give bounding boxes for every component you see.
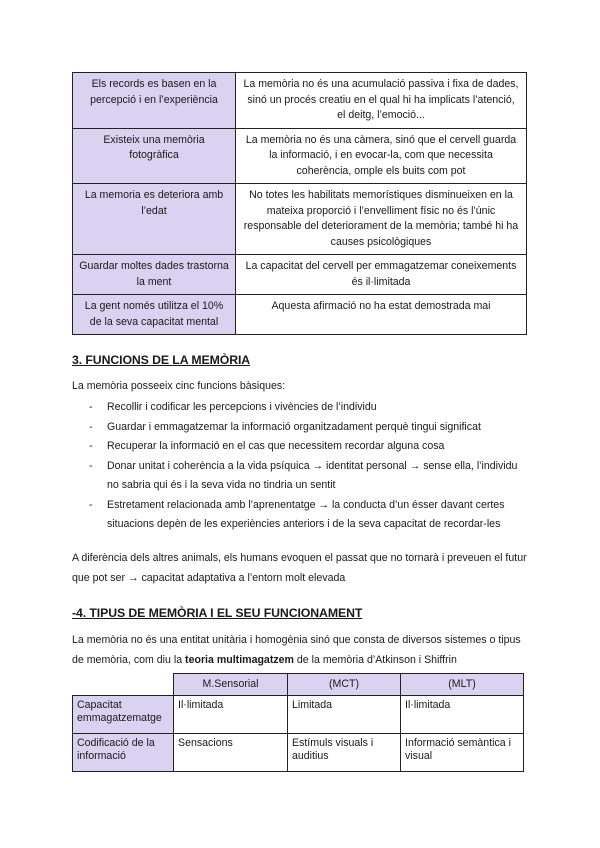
myth-cell: Guardar moltes dades trastorna la ment — [73, 255, 236, 295]
dash-bullet: - — [89, 440, 93, 452]
section-3-closing: A diferència dels altres animals, els humans evoquen el passat que no tornarà i preveuen el futur que pot ser → capacitat adaptativa a l’entorn molt elevada — [72, 552, 527, 584]
dash-bullet: - — [89, 498, 93, 511]
dash-bullet: - — [89, 401, 93, 413]
table-cell: Il·limitada — [174, 696, 288, 734]
list-item — [72, 437, 532, 457]
memory-myths-table — [72, 72, 527, 335]
list-item — [72, 457, 532, 496]
theory-name: teoria multimagatzem — [185, 653, 294, 666]
column-header: M.Sensorial — [174, 674, 288, 696]
table-row — [73, 184, 527, 255]
fact-cell: La memòria no és una càmera, sinó que el cervell guarda la informació, i en evocar-la, com que necessita coherència, omple els buits com pot — [236, 128, 527, 184]
row-header: Codificació de la informació — [73, 734, 174, 772]
table-row — [73, 696, 524, 734]
myth-cell: La memoria es deteriora amb l’edat — [73, 184, 236, 255]
table-row — [73, 295, 527, 335]
table-row — [73, 128, 527, 184]
table-cell: Limitada — [288, 696, 401, 734]
empty-corner-cell — [73, 674, 174, 696]
intro-text: La memòria no és una entitat unitària i homogènia sinó que consta de diversos sistemes o tipus de memòria, com diu la — [72, 634, 521, 666]
list-item — [72, 418, 532, 438]
intro-text-end: de la memòria d’Atkinson i Shiffrin — [293, 653, 457, 666]
section-3-intro: La memòria posseeix cinc funcions bàsiques: — [72, 380, 286, 392]
myth-cell: Existeix una memòria fotogràfica — [73, 128, 236, 184]
dash-bullet: - — [89, 420, 93, 433]
table-cell: Informació semàntica i visual — [401, 734, 524, 772]
section-4-intro — [72, 631, 532, 670]
dash-bullet: - — [89, 459, 93, 472]
list-item-text: Guardar i emmagatzemar la informació organitzadament perquè tingui significat — [107, 420, 481, 433]
row-header: Capacitat emmagatzematge — [73, 696, 174, 734]
table-cell: Sensacions — [174, 734, 288, 772]
functions-list — [72, 398, 532, 535]
table-cell: Il·limitada — [401, 696, 524, 734]
list-item-text: Recuperar la informació en el cas que necessitem recordar alguna cosa — [107, 440, 445, 452]
fact-cell: Aquesta afirmació no ha estat demostrada mai — [236, 295, 527, 335]
table-row — [73, 255, 527, 295]
column-header: (MLT) — [401, 674, 524, 696]
list-item — [72, 398, 532, 418]
list-item-text: Donar unitat i coherència a la vida psíquica → identitat personal → sense ella, l’individu no sabria qui és i la seva vida no tindria un sentit — [107, 459, 518, 491]
fact-cell: La memòria no és una acumulació passiva i fixa de dades, sinó un procés creatiu en el qual hi ha implicats l’atenció, el deitg, l’emoció... — [236, 73, 527, 129]
list-item-text: Estretament relacionada amb l’aprenentatge → la conducta d’un ésser davant certes situacions depèn de les experiències anteriors i de la seva capacitat de recordar-les — [107, 498, 505, 530]
section-4-heading: -4. TIPUS DE MEMÒRIA I EL SEU FUNCIONAMENT — [72, 606, 363, 620]
table-row — [73, 734, 524, 772]
fact-cell: La capacitat del cervell per emmagatzemar coneixements és il·limitada — [236, 255, 527, 295]
table-cell: Estímuls visuals i auditius — [288, 734, 401, 772]
list-item — [72, 496, 532, 535]
list-item-text: Recollir i codificar les percepcions i vivències de l’individu — [107, 401, 377, 413]
memory-types-table — [72, 673, 524, 772]
myth-cell: La gent només utilitza el 10% de la seva capacitat mental — [73, 295, 236, 335]
fact-cell: No totes les habilitats memorístiques disminueixen en la mateixa proporció i l’envelliment físic no és l’únic responsable del deteriorament de la memòria; també hi ha causes psicològiques — [236, 184, 527, 255]
myth-cell: Els records es basen en la percepció i en l’experiència — [73, 73, 236, 129]
section-3-heading: 3. FUNCIONS DE LA MEMÒRIA — [72, 353, 251, 367]
column-header: (MCT) — [288, 674, 401, 696]
table-header-row — [73, 674, 524, 696]
table-row — [73, 73, 527, 129]
